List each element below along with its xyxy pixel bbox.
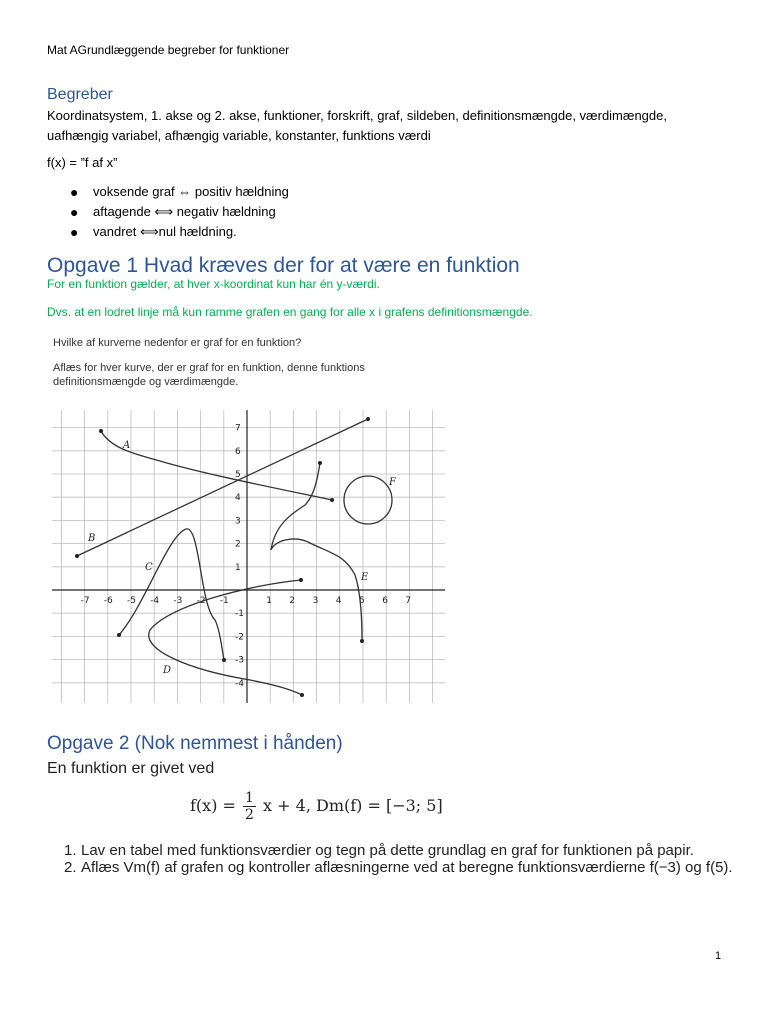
curve-c	[119, 529, 224, 660]
curve-label-c: C	[145, 562, 153, 573]
function-rule-text: For en funktion gælder, at hver x-koordinat kun har én y-værdi.	[47, 277, 380, 291]
y-tick-labels	[235, 424, 244, 689]
x-tick-labels	[81, 596, 412, 606]
fx-definition: f(x) = ”f af x”	[47, 155, 118, 170]
graph-instruction: Aflæs for hver kurve, der er graf for en funktion, denne funktions definitionsmængde og værdimængde.	[53, 362, 365, 388]
y-tick-label: 5	[235, 470, 241, 480]
task-number: 2.	[64, 859, 77, 876]
x-tick-label: -6	[103, 596, 113, 606]
graph-grid	[52, 410, 445, 703]
y-tick-label: 3	[235, 516, 241, 527]
concepts-paragraph: Koordinatsystem, 1. akse og 2. akse, funktioner, forskrift, graf, sildeben, definitionsmængde, værdimængde, uafhængig variabel, afhængig variable, konstanter, funktions værdi	[47, 108, 667, 143]
heading-opgave-1: Opgave 1 Hvad kræves der for at være en funktion	[47, 254, 520, 277]
curve-label-d: D	[163, 665, 172, 676]
graph-question: Hvilke af kurverne nedenfor er graf for en funktion?	[53, 337, 302, 349]
x-tick-label: 2	[289, 596, 296, 606]
endpoint-marker	[366, 417, 370, 421]
bullet-horizontal: ● vandret ⟺nul hældning.	[70, 222, 289, 242]
y-tick-label: 7	[235, 423, 241, 434]
y-tick-label: 1	[235, 562, 241, 573]
y-tick-label: -3	[235, 655, 244, 666]
y-tick-label: 4	[235, 493, 241, 504]
endpoint-marker	[299, 578, 303, 582]
endpoint-marker	[222, 658, 226, 662]
page-number: 1	[715, 950, 722, 962]
x-tick-label: -7	[80, 596, 90, 606]
x-tick-label: 3	[312, 596, 319, 606]
vertical-line-test-text: Dvs. at en lodret linje må kun ramme grafen en gang for alle x i grafens definitionsmængde.	[47, 305, 533, 319]
endpoint-marker	[318, 461, 322, 465]
endpoint-marker	[75, 554, 79, 558]
curve-label-f: F	[389, 477, 396, 488]
task-text: Aflæs Vm(f) af grafen og kontroller aflæsningerne ved at beregne funktionsværdierne f(−3) og f(5).	[81, 859, 733, 876]
curves-graph	[50, 405, 450, 705]
fraction-denominator: 2	[245, 807, 254, 823]
y-tick-label: 2	[235, 539, 241, 550]
bullet-decreasing: ● aftagende ⟺ negativ hældning	[70, 202, 289, 222]
formula-rest: x + 4, Dm(f) = [−3; 5]	[263, 796, 443, 815]
curve-label-a: A	[123, 440, 131, 451]
x-tick-label: -3	[173, 596, 183, 606]
formula-fraction	[243, 790, 256, 823]
x-tick-label: 1	[266, 596, 272, 606]
task-list	[64, 842, 733, 876]
task-item	[64, 859, 733, 876]
endpoint-marker	[330, 498, 334, 502]
task-number: 1.	[64, 842, 77, 859]
heading-begreber: Begreber	[47, 86, 113, 103]
x-tick-label: -4	[150, 596, 160, 606]
curve-label-b: B	[88, 533, 96, 544]
y-tick-label: -1	[235, 609, 244, 620]
task-item	[64, 842, 733, 859]
x-tick-label: -1	[219, 596, 229, 606]
x-tick-label: 4	[335, 596, 342, 606]
x-tick-label: 7	[405, 596, 412, 606]
endpoint-marker	[300, 693, 304, 697]
function-formula	[190, 790, 443, 823]
task-text: Lav en tabel med funktionsværdier og tegn på dette grundlag en graf for funktionen på papir.	[81, 842, 694, 859]
formula-lhs: f(x) =	[190, 796, 236, 815]
endpoint-marker	[360, 639, 364, 643]
endpoint-marker	[117, 633, 121, 637]
curve-label-e: E	[361, 572, 369, 583]
function-given-text: En funktion er givet ved	[47, 760, 215, 777]
x-tick-label: -2	[196, 596, 206, 606]
curve-f	[344, 476, 392, 524]
page-header: Mat AGrundlæggende begreber for funktioner	[47, 43, 290, 57]
endpoint-marker	[99, 429, 103, 433]
fraction-numerator: 1	[245, 790, 254, 806]
bullet-increasing: ● voksende graf ⇔ positiv hældning	[70, 182, 289, 202]
x-tick-label: 6	[382, 596, 388, 606]
x-tick-label: 5	[359, 596, 365, 606]
x-tick-label: -5	[127, 596, 136, 606]
slope-bullet-list	[70, 182, 289, 242]
y-tick-label: -4	[235, 678, 244, 689]
curve-b	[77, 419, 368, 556]
y-tick-label: -2	[235, 632, 244, 643]
y-tick-label: 6	[235, 446, 241, 457]
heading-opgave-2: Opgave 2 (Nok nemmest i hånden)	[47, 733, 343, 754]
